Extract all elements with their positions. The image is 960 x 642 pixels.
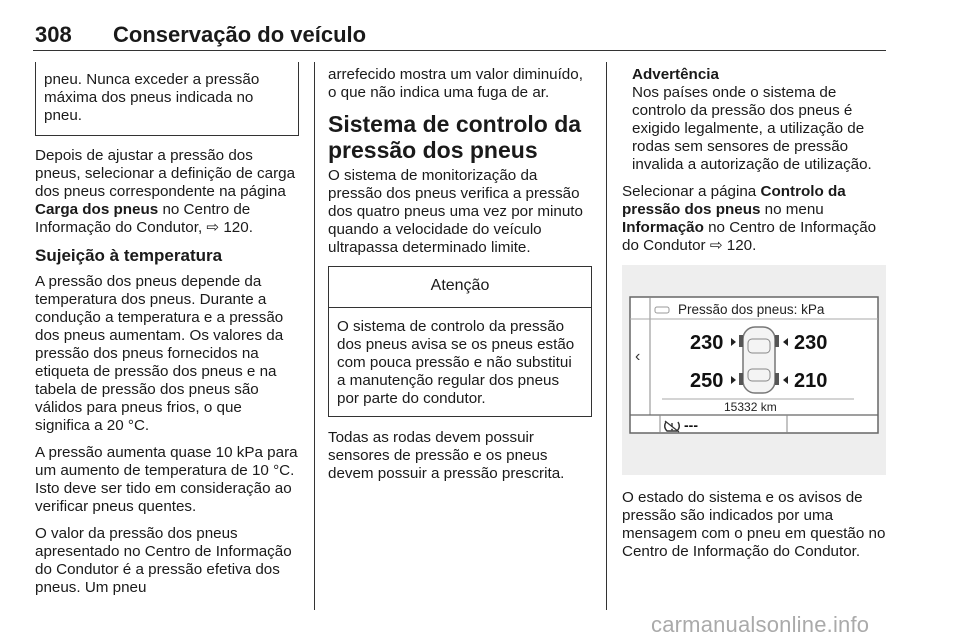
watermark: carmanualsonline.info — [651, 612, 870, 637]
pressure-rear-left: 250 — [690, 370, 724, 392]
menu-ref-informacao: Informação — [622, 219, 704, 236]
heading-tpms: Sistema de controlo da pressão dos pneus — [328, 111, 582, 163]
page-ref-icon: ⇨ — [709, 237, 723, 254]
paragraph-sensors: Todas as rodas devem possuir sensores de pressão e os pneus devem possuir a pressão prescrita. — [328, 429, 565, 482]
warning-box-text: pneu. Nunca exceder a pressão máxima dos pneus indicada no pneu. — [44, 71, 260, 124]
warning-note — [622, 66, 886, 174]
attention-title: Atenção — [329, 267, 591, 308]
warning-box-continuation — [35, 62, 299, 136]
odometer-reading: 15332 km — [724, 400, 777, 414]
page-ref[interactable]: 120. — [223, 219, 253, 236]
page-ref[interactable]: 120. — [726, 237, 757, 254]
chevron-left-icon[interactable]: ‹ — [635, 348, 641, 365]
pressure-front-left: 230 — [690, 332, 724, 354]
paragraph-select-page: Selecionar a página Controlo da pressão dos pneus no menu Informação no Centro de Informação do Condutor ⇨ 120. — [622, 183, 877, 254]
paragraph-temperature-3: O valor da pressão dos pneus apresentado no Centro de Informação do Condutor é a pressão efetiva dos pneus. Um pneu — [35, 525, 292, 596]
pressure-rear-right: 210 — [794, 370, 828, 392]
header-rule — [33, 50, 886, 51]
warning-title: Advertência — [632, 66, 719, 83]
car-top-view-icon — [739, 327, 779, 393]
column-divider-1 — [314, 62, 315, 610]
page-ref-icon: ⇨ — [206, 219, 220, 236]
display-title: Pressão dos pneus: kPa — [678, 302, 825, 317]
warning-text: Nos países onde o sistema de controlo da pressão dos pneus é exigido legalmente, a utilização de rodas sem sensores de pressão invalida a autorização de utilização. — [632, 84, 872, 173]
column-divider-2 — [606, 62, 607, 610]
paragraph-temperature-2: A pressão aumenta quase 10 kPa para um aumento de temperatura de 10 °C. Isto deve ser tido em consideração ao verificar pneus quentes. — [35, 444, 298, 515]
paragraph-tpms: O sistema de monitorização da pressão dos pneus verifica a pressão dos quatro pneus uma vez por minuto quando a velocidade do veículo ultrapassa determinado limite. — [328, 167, 583, 256]
menu-ref-controlo: Controlo da pressão dos pneus — [622, 183, 846, 218]
tire-pressure-display-illustration — [622, 265, 886, 475]
section-title: Conservação do veículo — [113, 22, 367, 47]
menu-ref-carga: Carga dos pneus — [35, 201, 159, 218]
column-2 — [328, 66, 592, 492]
column-3 — [622, 66, 886, 570]
heading-temperature: Sujeição à temperatura — [35, 246, 223, 265]
paragraph-status-messages: O estado do sistema e os avisos de pressão são indicados por uma mensagem com o pneu em questão no Centro de Informação do Condutor. — [622, 489, 886, 560]
paragraph-load-setting: Depois de ajustar a pressão dos pneus, selecionar a definição de carga dos pneus correspondente na página Carga dos pneus no Centro de Informação do Condutor, ⇨ 120. — [35, 147, 296, 236]
page-number: 308 — [35, 22, 72, 47]
column-1 — [35, 62, 299, 606]
paragraph-cooled-tyre: arrefecido mostra um valor diminuído, o que não indica uma fuga de ar. — [328, 66, 583, 101]
attention-text: O sistema de controlo da pressão dos pneus avisa se os pneus estão com pouca pressão e não substitui a manutenção regular dos pneus por parte do condutor. — [337, 318, 575, 407]
paragraph-temperature-1: A pressão dos pneus depende da temperatura dos pneus. Durante a condução a temperatura e a pressão dos pneus aumentam. Os valores da pressão dos pneus fornecidos na etiqueta de pressão dos pneus e na tabela de pressão dos pneus são válidos para pneus frios, o que significa a 20 °C. — [35, 273, 284, 434]
display-svg — [622, 265, 886, 475]
status-text: --- — [684, 417, 698, 433]
attention-box — [328, 266, 592, 417]
pressure-front-right: 230 — [794, 332, 828, 354]
